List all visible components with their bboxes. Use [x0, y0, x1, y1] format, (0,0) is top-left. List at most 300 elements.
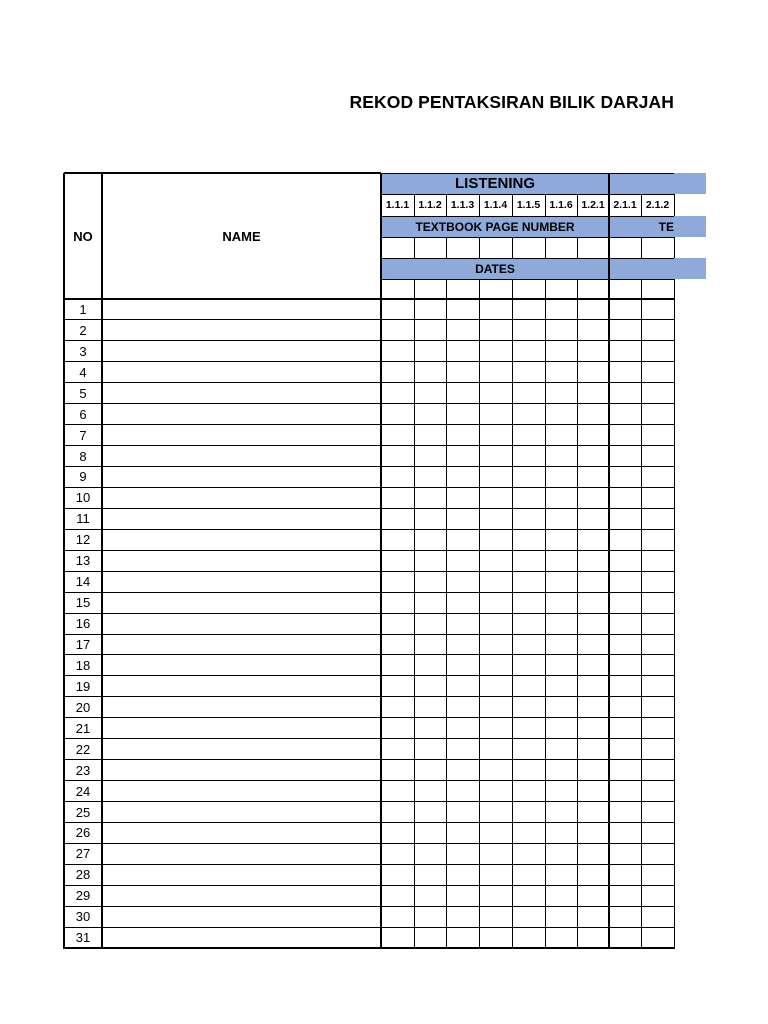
assessment-cell[interactable]	[642, 677, 673, 696]
assessment-cell[interactable]	[513, 677, 544, 696]
assessment-cell[interactable]	[513, 740, 544, 759]
assessment-cell[interactable]	[382, 572, 413, 591]
assessment-cell[interactable]	[382, 426, 413, 445]
assessment-cell[interactable]	[480, 384, 511, 403]
assessment-cell[interactable]	[513, 363, 544, 382]
student-name-cell[interactable]	[103, 865, 380, 884]
assessment-cell[interactable]	[513, 551, 544, 570]
assessment-cell[interactable]	[447, 572, 478, 591]
assessment-cell[interactable]	[513, 405, 544, 424]
assessment-cell[interactable]	[415, 488, 445, 507]
assessment-cell[interactable]	[480, 635, 511, 654]
assessment-cell[interactable]	[546, 907, 576, 926]
assessment-cell[interactable]	[382, 468, 413, 487]
assessment-cell[interactable]	[415, 405, 445, 424]
assessment-cell[interactable]	[382, 844, 413, 863]
assessment-cell[interactable]	[610, 426, 640, 445]
assessment-cell[interactable]	[642, 803, 673, 822]
assessment-cell[interactable]	[480, 530, 511, 549]
assessment-cell[interactable]	[610, 530, 640, 549]
assessment-cell[interactable]	[382, 886, 413, 905]
assessment-cell[interactable]	[480, 593, 511, 612]
student-name-cell[interactable]	[103, 844, 380, 863]
assessment-cell[interactable]	[382, 321, 413, 340]
assessment-cell[interactable]	[513, 593, 544, 612]
assessment-cell[interactable]	[546, 635, 576, 654]
assessment-cell[interactable]	[447, 300, 478, 319]
assessment-cell[interactable]	[382, 865, 413, 884]
assessment-cell[interactable]	[382, 740, 413, 759]
assessment-cell[interactable]	[610, 803, 640, 822]
assessment-cell[interactable]	[415, 614, 445, 633]
assessment-cell[interactable]	[642, 551, 673, 570]
assessment-cell[interactable]	[642, 886, 673, 905]
assessment-cell[interactable]	[382, 300, 413, 319]
assessment-cell[interactable]	[578, 844, 608, 863]
assessment-cell[interactable]	[513, 782, 544, 801]
assessment-cell[interactable]	[447, 844, 478, 863]
assessment-cell[interactable]	[513, 468, 544, 487]
student-name-cell[interactable]	[103, 635, 380, 654]
assessment-cell[interactable]	[447, 384, 478, 403]
assessment-cell[interactable]	[578, 468, 608, 487]
assessment-cell[interactable]	[513, 907, 544, 926]
assessment-cell[interactable]	[513, 803, 544, 822]
assessment-cell[interactable]	[546, 719, 576, 738]
assessment-cell[interactable]	[642, 740, 673, 759]
student-name-cell[interactable]	[103, 321, 380, 340]
assessment-cell[interactable]	[382, 342, 413, 361]
assessment-cell[interactable]	[382, 488, 413, 507]
assessment-cell[interactable]	[610, 886, 640, 905]
assessment-cell[interactable]	[546, 426, 576, 445]
assessment-cell[interactable]	[642, 321, 673, 340]
assessment-cell[interactable]	[578, 656, 608, 675]
assessment-cell[interactable]	[415, 677, 445, 696]
student-name-cell[interactable]	[103, 740, 380, 759]
assessment-cell[interactable]	[513, 321, 544, 340]
assessment-cell[interactable]	[610, 300, 640, 319]
assessment-cell[interactable]	[546, 614, 576, 633]
assessment-cell[interactable]	[642, 509, 673, 528]
assessment-cell[interactable]	[447, 447, 478, 466]
assessment-cell[interactable]	[578, 342, 608, 361]
assessment-cell[interactable]	[546, 761, 576, 780]
assessment-cell[interactable]	[610, 593, 640, 612]
student-name-cell[interactable]	[103, 426, 380, 445]
assessment-cell[interactable]	[513, 719, 544, 738]
assessment-cell[interactable]	[610, 635, 640, 654]
assessment-cell[interactable]	[578, 635, 608, 654]
student-name-cell[interactable]	[103, 803, 380, 822]
assessment-cell[interactable]	[513, 656, 544, 675]
student-name-cell[interactable]	[103, 698, 380, 717]
assessment-cell[interactable]	[642, 698, 673, 717]
assessment-cell[interactable]	[447, 677, 478, 696]
assessment-cell[interactable]	[513, 761, 544, 780]
assessment-cell[interactable]	[578, 719, 608, 738]
assessment-cell[interactable]	[642, 928, 673, 947]
assessment-cell[interactable]	[447, 509, 478, 528]
assessment-cell[interactable]	[382, 824, 413, 843]
assessment-cell[interactable]	[610, 824, 640, 843]
student-name-cell[interactable]	[103, 614, 380, 633]
assessment-cell[interactable]	[513, 488, 544, 507]
assessment-cell[interactable]	[578, 321, 608, 340]
assessment-cell[interactable]	[382, 656, 413, 675]
assessment-cell[interactable]	[447, 363, 478, 382]
assessment-cell[interactable]	[610, 342, 640, 361]
assessment-cell[interactable]	[546, 928, 576, 947]
assessment-cell[interactable]	[610, 321, 640, 340]
assessment-cell[interactable]	[610, 677, 640, 696]
assessment-cell[interactable]	[480, 698, 511, 717]
assessment-cell[interactable]	[610, 740, 640, 759]
assessment-cell[interactable]	[610, 761, 640, 780]
assessment-cell[interactable]	[382, 761, 413, 780]
assessment-cell[interactable]	[415, 782, 445, 801]
assessment-cell[interactable]	[447, 530, 478, 549]
assessment-cell[interactable]	[480, 761, 511, 780]
assessment-cell[interactable]	[447, 719, 478, 738]
assessment-cell[interactable]	[513, 886, 544, 905]
assessment-cell[interactable]	[578, 551, 608, 570]
assessment-cell[interactable]	[480, 405, 511, 424]
student-name-cell[interactable]	[103, 551, 380, 570]
assessment-cell[interactable]	[415, 886, 445, 905]
assessment-cell[interactable]	[480, 907, 511, 926]
assessment-cell[interactable]	[415, 509, 445, 528]
assessment-cell[interactable]	[447, 865, 478, 884]
assessment-cell[interactable]	[610, 363, 640, 382]
student-name-cell[interactable]	[103, 300, 380, 319]
assessment-cell[interactable]	[415, 865, 445, 884]
assessment-cell[interactable]	[578, 761, 608, 780]
assessment-cell[interactable]	[642, 447, 673, 466]
assessment-cell[interactable]	[610, 572, 640, 591]
assessment-cell[interactable]	[513, 698, 544, 717]
student-name-cell[interactable]	[103, 530, 380, 549]
student-name-cell[interactable]	[103, 656, 380, 675]
assessment-cell[interactable]	[578, 300, 608, 319]
assessment-cell[interactable]	[513, 509, 544, 528]
assessment-cell[interactable]	[546, 698, 576, 717]
assessment-cell[interactable]	[415, 928, 445, 947]
assessment-cell[interactable]	[382, 447, 413, 466]
assessment-cell[interactable]	[480, 572, 511, 591]
assessment-cell[interactable]	[415, 844, 445, 863]
assessment-cell[interactable]	[415, 551, 445, 570]
assessment-cell[interactable]	[480, 614, 511, 633]
assessment-cell[interactable]	[610, 698, 640, 717]
assessment-cell[interactable]	[642, 405, 673, 424]
student-name-cell[interactable]	[103, 928, 380, 947]
assessment-cell[interactable]	[546, 886, 576, 905]
assessment-cell[interactable]	[642, 761, 673, 780]
assessment-cell[interactable]	[578, 488, 608, 507]
assessment-cell[interactable]	[480, 803, 511, 822]
assessment-cell[interactable]	[578, 803, 608, 822]
assessment-cell[interactable]	[642, 300, 673, 319]
assessment-cell[interactable]	[546, 782, 576, 801]
assessment-cell[interactable]	[415, 635, 445, 654]
assessment-cell[interactable]	[578, 572, 608, 591]
assessment-cell[interactable]	[578, 384, 608, 403]
assessment-cell[interactable]	[546, 342, 576, 361]
assessment-cell[interactable]	[480, 656, 511, 675]
assessment-cell[interactable]	[610, 907, 640, 926]
assessment-cell[interactable]	[480, 886, 511, 905]
student-name-cell[interactable]	[103, 384, 380, 403]
assessment-cell[interactable]	[546, 803, 576, 822]
assessment-cell[interactable]	[382, 698, 413, 717]
assessment-cell[interactable]	[415, 907, 445, 926]
student-name-cell[interactable]	[103, 447, 380, 466]
assessment-cell[interactable]	[480, 447, 511, 466]
assessment-cell[interactable]	[415, 824, 445, 843]
assessment-cell[interactable]	[480, 468, 511, 487]
assessment-cell[interactable]	[382, 677, 413, 696]
student-name-cell[interactable]	[103, 509, 380, 528]
assessment-cell[interactable]	[480, 928, 511, 947]
assessment-cell[interactable]	[447, 886, 478, 905]
assessment-cell[interactable]	[480, 551, 511, 570]
assessment-cell[interactable]	[415, 426, 445, 445]
assessment-cell[interactable]	[546, 740, 576, 759]
assessment-cell[interactable]	[642, 426, 673, 445]
assessment-cell[interactable]	[546, 824, 576, 843]
assessment-cell[interactable]	[610, 656, 640, 675]
assessment-cell[interactable]	[447, 342, 478, 361]
assessment-cell[interactable]	[382, 405, 413, 424]
assessment-cell[interactable]	[513, 928, 544, 947]
assessment-cell[interactable]	[642, 384, 673, 403]
assessment-cell[interactable]	[415, 468, 445, 487]
assessment-cell[interactable]	[382, 782, 413, 801]
assessment-cell[interactable]	[480, 740, 511, 759]
assessment-cell[interactable]	[610, 928, 640, 947]
student-name-cell[interactable]	[103, 488, 380, 507]
assessment-cell[interactable]	[578, 593, 608, 612]
assessment-cell[interactable]	[546, 447, 576, 466]
assessment-cell[interactable]	[610, 719, 640, 738]
assessment-cell[interactable]	[447, 656, 478, 675]
assessment-cell[interactable]	[415, 719, 445, 738]
assessment-cell[interactable]	[546, 384, 576, 403]
assessment-cell[interactable]	[447, 488, 478, 507]
assessment-cell[interactable]	[447, 761, 478, 780]
assessment-cell[interactable]	[578, 928, 608, 947]
assessment-cell[interactable]	[610, 447, 640, 466]
assessment-cell[interactable]	[382, 551, 413, 570]
assessment-cell[interactable]	[382, 719, 413, 738]
assessment-cell[interactable]	[447, 551, 478, 570]
assessment-cell[interactable]	[382, 384, 413, 403]
assessment-cell[interactable]	[610, 405, 640, 424]
assessment-cell[interactable]	[415, 342, 445, 361]
assessment-cell[interactable]	[513, 530, 544, 549]
assessment-cell[interactable]	[415, 363, 445, 382]
assessment-cell[interactable]	[513, 844, 544, 863]
assessment-cell[interactable]	[546, 321, 576, 340]
assessment-cell[interactable]	[415, 572, 445, 591]
assessment-cell[interactable]	[642, 593, 673, 612]
assessment-cell[interactable]	[513, 572, 544, 591]
assessment-cell[interactable]	[578, 509, 608, 528]
assessment-cell[interactable]	[480, 300, 511, 319]
assessment-cell[interactable]	[447, 426, 478, 445]
assessment-cell[interactable]	[382, 907, 413, 926]
assessment-cell[interactable]	[415, 530, 445, 549]
assessment-cell[interactable]	[447, 698, 478, 717]
assessment-cell[interactable]	[642, 656, 673, 675]
assessment-cell[interactable]	[513, 865, 544, 884]
assessment-cell[interactable]	[480, 824, 511, 843]
assessment-cell[interactable]	[447, 824, 478, 843]
assessment-cell[interactable]	[415, 698, 445, 717]
assessment-cell[interactable]	[642, 865, 673, 884]
student-name-cell[interactable]	[103, 405, 380, 424]
assessment-cell[interactable]	[578, 363, 608, 382]
assessment-cell[interactable]	[415, 803, 445, 822]
assessment-cell[interactable]	[642, 342, 673, 361]
assessment-cell[interactable]	[546, 844, 576, 863]
assessment-cell[interactable]	[480, 342, 511, 361]
assessment-cell[interactable]	[578, 886, 608, 905]
assessment-cell[interactable]	[480, 363, 511, 382]
assessment-cell[interactable]	[447, 803, 478, 822]
assessment-cell[interactable]	[480, 426, 511, 445]
assessment-cell[interactable]	[513, 614, 544, 633]
assessment-cell[interactable]	[513, 300, 544, 319]
assessment-cell[interactable]	[382, 635, 413, 654]
assessment-cell[interactable]	[480, 488, 511, 507]
assessment-cell[interactable]	[578, 447, 608, 466]
assessment-cell[interactable]	[578, 677, 608, 696]
assessment-cell[interactable]	[546, 405, 576, 424]
student-name-cell[interactable]	[103, 342, 380, 361]
assessment-cell[interactable]	[415, 761, 445, 780]
assessment-cell[interactable]	[546, 593, 576, 612]
assessment-cell[interactable]	[546, 300, 576, 319]
assessment-cell[interactable]	[546, 530, 576, 549]
assessment-cell[interactable]	[610, 384, 640, 403]
student-name-cell[interactable]	[103, 824, 380, 843]
assessment-cell[interactable]	[382, 803, 413, 822]
assessment-cell[interactable]	[415, 593, 445, 612]
assessment-cell[interactable]	[480, 844, 511, 863]
assessment-cell[interactable]	[447, 740, 478, 759]
assessment-cell[interactable]	[447, 593, 478, 612]
assessment-cell[interactable]	[610, 468, 640, 487]
assessment-cell[interactable]	[513, 635, 544, 654]
assessment-cell[interactable]	[546, 677, 576, 696]
assessment-cell[interactable]	[546, 551, 576, 570]
assessment-cell[interactable]	[642, 782, 673, 801]
student-name-cell[interactable]	[103, 719, 380, 738]
assessment-cell[interactable]	[546, 468, 576, 487]
assessment-cell[interactable]	[415, 447, 445, 466]
assessment-cell[interactable]	[480, 865, 511, 884]
assessment-cell[interactable]	[382, 509, 413, 528]
assessment-cell[interactable]	[578, 426, 608, 445]
assessment-cell[interactable]	[642, 824, 673, 843]
assessment-cell[interactable]	[578, 698, 608, 717]
student-name-cell[interactable]	[103, 572, 380, 591]
assessment-cell[interactable]	[447, 468, 478, 487]
student-name-cell[interactable]	[103, 782, 380, 801]
assessment-cell[interactable]	[578, 740, 608, 759]
assessment-cell[interactable]	[415, 740, 445, 759]
assessment-cell[interactable]	[546, 363, 576, 382]
assessment-cell[interactable]	[642, 363, 673, 382]
student-name-cell[interactable]	[103, 907, 380, 926]
assessment-cell[interactable]	[578, 782, 608, 801]
assessment-cell[interactable]	[447, 321, 478, 340]
assessment-cell[interactable]	[415, 384, 445, 403]
assessment-cell[interactable]	[642, 844, 673, 863]
assessment-cell[interactable]	[642, 488, 673, 507]
assessment-cell[interactable]	[382, 928, 413, 947]
assessment-cell[interactable]	[610, 551, 640, 570]
assessment-cell[interactable]	[610, 488, 640, 507]
assessment-cell[interactable]	[382, 614, 413, 633]
assessment-cell[interactable]	[447, 782, 478, 801]
assessment-cell[interactable]	[513, 426, 544, 445]
assessment-cell[interactable]	[447, 614, 478, 633]
assessment-cell[interactable]	[382, 363, 413, 382]
assessment-cell[interactable]	[447, 907, 478, 926]
student-name-cell[interactable]	[103, 468, 380, 487]
assessment-cell[interactable]	[480, 677, 511, 696]
student-name-cell[interactable]	[103, 363, 380, 382]
assessment-cell[interactable]	[546, 656, 576, 675]
assessment-cell[interactable]	[610, 844, 640, 863]
assessment-cell[interactable]	[610, 614, 640, 633]
assessment-cell[interactable]	[642, 468, 673, 487]
assessment-cell[interactable]	[578, 614, 608, 633]
assessment-cell[interactable]	[642, 719, 673, 738]
assessment-cell[interactable]	[480, 321, 511, 340]
assessment-cell[interactable]	[546, 488, 576, 507]
assessment-cell[interactable]	[447, 635, 478, 654]
assessment-cell[interactable]	[642, 635, 673, 654]
assessment-cell[interactable]	[513, 342, 544, 361]
student-name-cell[interactable]	[103, 761, 380, 780]
assessment-cell[interactable]	[480, 509, 511, 528]
assessment-cell[interactable]	[480, 782, 511, 801]
assessment-cell[interactable]	[480, 719, 511, 738]
assessment-cell[interactable]	[578, 405, 608, 424]
assessment-cell[interactable]	[642, 530, 673, 549]
assessment-cell[interactable]	[415, 300, 445, 319]
student-name-cell[interactable]	[103, 593, 380, 612]
assessment-cell[interactable]	[382, 530, 413, 549]
assessment-cell[interactable]	[415, 321, 445, 340]
assessment-cell[interactable]	[415, 656, 445, 675]
assessment-cell[interactable]	[578, 865, 608, 884]
assessment-cell[interactable]	[447, 405, 478, 424]
assessment-cell[interactable]	[578, 907, 608, 926]
assessment-cell[interactable]	[578, 530, 608, 549]
assessment-cell[interactable]	[642, 614, 673, 633]
student-name-cell[interactable]	[103, 886, 380, 905]
assessment-cell[interactable]	[513, 447, 544, 466]
assessment-cell[interactable]	[546, 572, 576, 591]
student-name-cell[interactable]	[103, 677, 380, 696]
assessment-cell[interactable]	[610, 782, 640, 801]
assessment-cell[interactable]	[513, 824, 544, 843]
